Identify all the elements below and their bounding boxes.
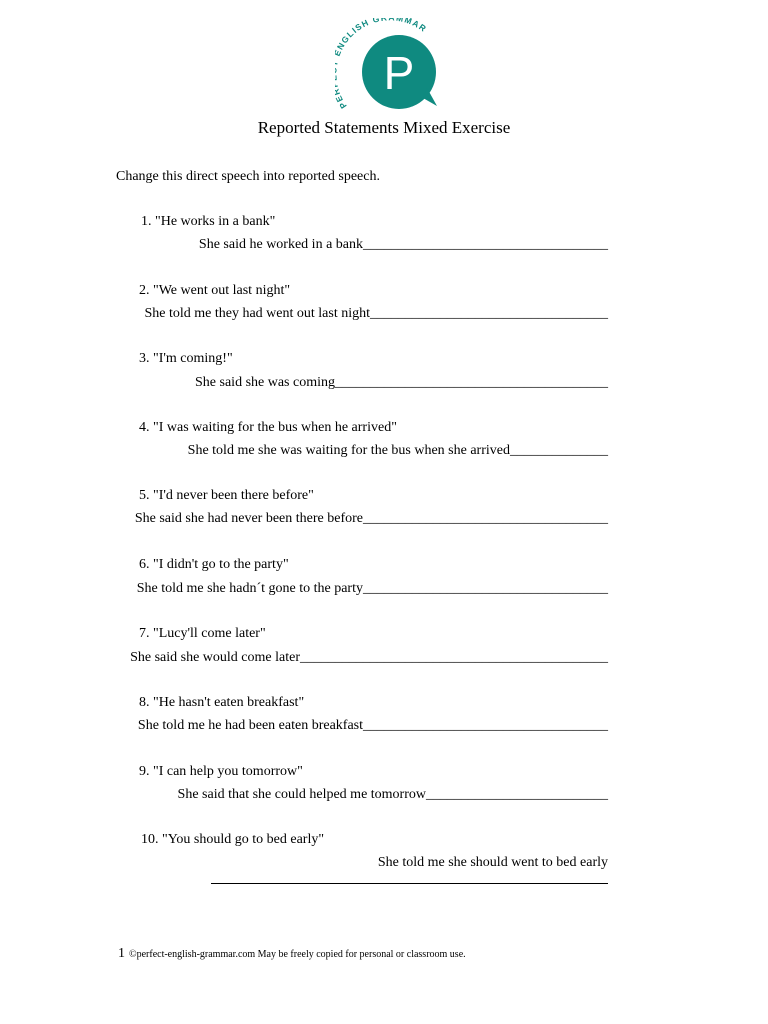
page-title: Reported Statements Mixed Exercise: [257, 118, 511, 137]
question-8: 8. "He hasn't eaten breakfast": [139, 695, 305, 710]
answer-6: She told me she hadn´t gone to the party___________________________________: [136, 581, 608, 596]
question-7: 7. "Lucy'll come later": [139, 626, 266, 641]
page-number: 1: [118, 946, 125, 961]
footer: [118, 945, 466, 963]
answer-10-blank-line: [211, 883, 608, 884]
question-3: 3. "I'm coming!": [139, 351, 233, 366]
answer-10: She told me she should went to bed early: [377, 855, 608, 870]
question-9: 9. "I can help you tomorrow": [139, 764, 303, 779]
answer-8: She told me he had been eaten breakfast___________________________________: [137, 718, 608, 733]
question-5: 5. "I'd never been there before": [139, 488, 314, 503]
answer-2: She told me they had went out last night__________________________________: [144, 306, 608, 321]
question-1: 1. "He works in a bank": [141, 214, 276, 229]
answer-4: She told me she was waiting for the bus when she arrived______________: [187, 443, 608, 458]
answer-3: She said she was coming_______________________________________: [195, 375, 608, 390]
copyright-notice: ©perfect-english-grammar.com May be freely copied for personal or classroom use.: [129, 949, 466, 960]
answer-7: She said she would come later____________________________________________: [130, 650, 608, 665]
logo: [335, 18, 441, 112]
answer-5: She said she had never been there before___________________________________: [134, 511, 608, 526]
question-10: 10. "You should go to bed early": [141, 832, 325, 847]
question-4: 4. "I was waiting for the bus when he arrived": [139, 420, 397, 435]
logo-letter: P: [383, 47, 415, 99]
question-2: 2. "We went out last night": [139, 283, 291, 298]
perfect-english-grammar-logo-icon: [335, 18, 441, 112]
logo-brand-text: P NGLISH G MMAR: [335, 18, 429, 111]
instruction-text: Change this direct speech into reported speech.: [116, 169, 380, 184]
answer-1: She said he worked in a bank___________________________________: [198, 237, 608, 252]
question-6: 6. "I didn't go to the party": [139, 557, 289, 572]
answer-9: She said that she could helped me tomorrow__________________________: [177, 787, 608, 802]
